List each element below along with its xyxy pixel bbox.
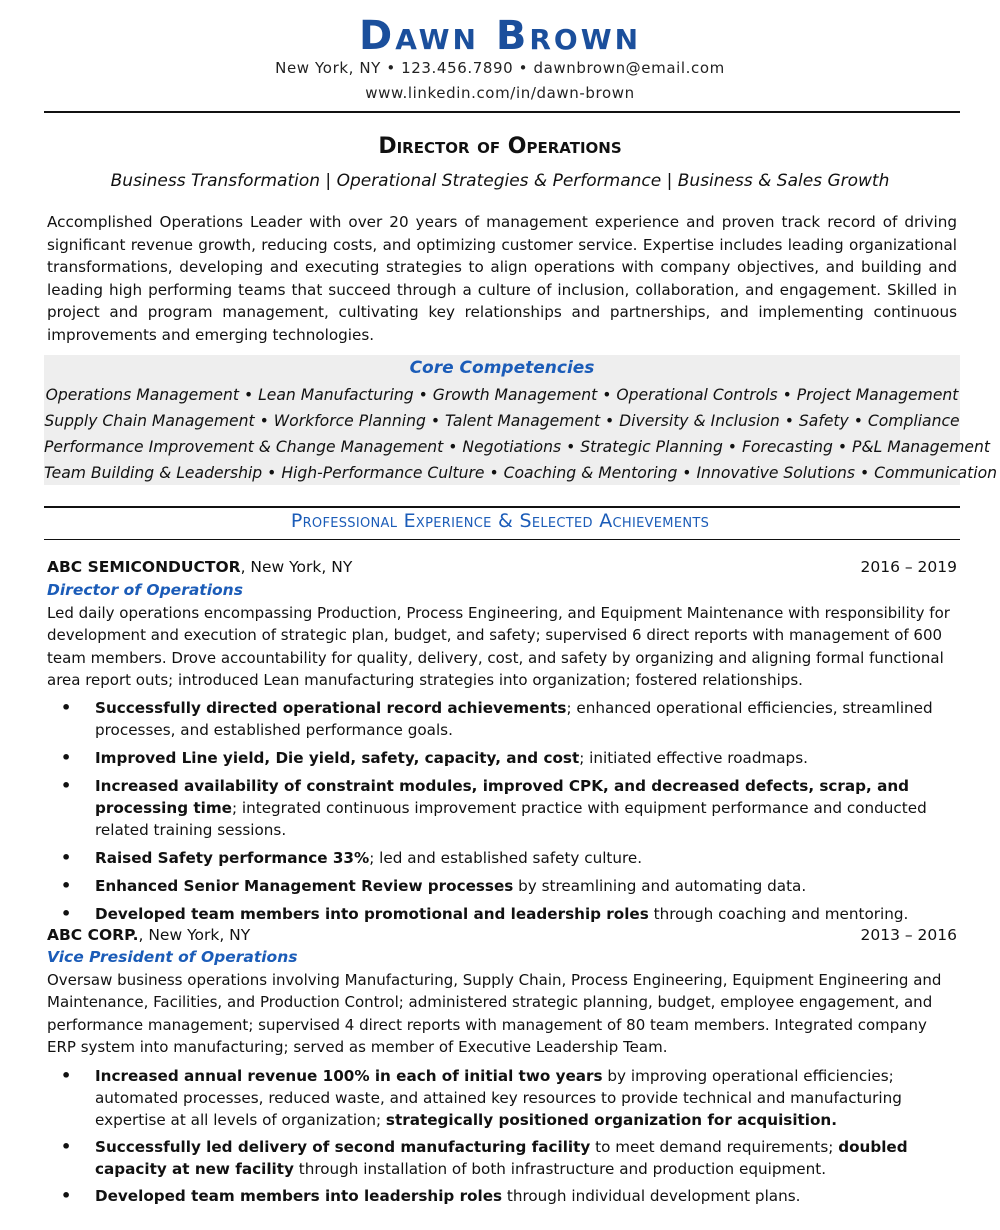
achievement-bold: Successfully led delivery of second manufacturing facility (95, 1138, 591, 1156)
achievement-bold: Improved Line yield, Die yield, safety, capacity, and cost (95, 749, 580, 767)
bullet-icon: • (61, 1066, 72, 1085)
company-location: , New York, NY (240, 558, 353, 576)
core-competencies-box (44, 355, 998, 485)
achievement-text: ; enhanced operational efficiencies, streamlined processes, and established performance goals. (95, 699, 933, 739)
company-name: ABC CORP. (47, 926, 139, 944)
list-item (47, 775, 957, 841)
list-item (47, 747, 957, 769)
headline-subtitle: Business Transformation | Operational Strategies & Performance | Business & Sales Growth (110, 171, 890, 191)
experience-section-title: Professional Experience & Selected Achievements (290, 510, 710, 532)
bullet-icon: • (61, 1137, 72, 1156)
achievement-text: by streamlining and automating data. (513, 877, 807, 895)
list-item (47, 903, 957, 925)
list-item (47, 875, 957, 897)
achievement-bold: Increased annual revenue 100% in each of initial two years (95, 1067, 603, 1085)
achievement-bold: Successfully directed operational record achievements (95, 699, 567, 717)
company-name: ABC SEMICONDUCTOR (47, 558, 241, 576)
company-location: , New York, NY (138, 926, 251, 944)
bullet-icon: • (61, 748, 72, 767)
job-header (47, 558, 957, 576)
achievement-text: to meet demand requirements; (590, 1138, 839, 1156)
list-item (47, 1136, 957, 1180)
job-description: Oversaw business operations involving Manufacturing, Supply Chain, Process Engineering, Equipment Engineering and Maintenance, Facilities, and Production Control; administered strategic planning, budget, employee engagement, and performance management; supervised 4 direct reports with management of 80 team members. Integrated company ERP system into manufacturing; served as member of Executive Leadership Team. (47, 971, 942, 1057)
job-role: Director of Operations (47, 581, 243, 599)
achievement-text: through coaching and mentoring. (648, 905, 909, 923)
achievement-bold: strategically positioned organization for acquisition. (385, 1111, 838, 1129)
section-divider (44, 506, 960, 508)
bullet-icon: • (61, 776, 72, 795)
list-item (47, 1185, 957, 1207)
summary-paragraph: Accomplished Operations Leader with over 20 years of management experience and proven track record of driving significant revenue growth, reducing costs, and optimizing customer service. Expertise includes leading organizational transformations, developing and executing strategies to align operations with company objectives, and building and leading high performing teams that succeed through a culture of inclusion, collaboration, and engagement. Skilled in project and program management, cultivating key relationships and partnerships, and implementing continuous improvements and emerging technologies. (47, 213, 957, 344)
achievement-bold: Developed team members into leadership roles (95, 1187, 503, 1205)
job-header (47, 926, 957, 944)
achievement-list (47, 697, 957, 925)
list-item (47, 697, 957, 741)
list-item (47, 1065, 957, 1131)
competencies-line: Operations Management • Lean Manufacturing • Growth Management • Operational Controls • Project Management (45, 386, 959, 404)
achievement-bold: Developed team members into promotional and leadership roles (95, 905, 649, 923)
achievement-text: ; initiated effective roadmaps. (579, 749, 808, 767)
achievement-bold: doubled capacity at new facility (95, 1138, 908, 1178)
achievement-text: ; led and established safety culture. (369, 849, 643, 867)
achievement-text: ; integrated continuous improvement practice with equipment performance and conducted related training sessions. (95, 799, 927, 839)
achievement-list (47, 1065, 957, 1207)
headline-title: Director of Operations (378, 134, 622, 159)
competencies-line: Supply Chain Management • Workforce Planning • Talent Management • Diversity & Inclusion • Safety • Compliance (44, 412, 960, 430)
contact-line: New York, NY • 123.456.7890 • dawnbrown@email.com (275, 59, 725, 77)
bullet-icon: • (61, 904, 72, 923)
bullet-icon: • (61, 848, 72, 867)
list-item (47, 847, 957, 869)
achievement-text: by improving operational efficiencies; automated processes, reduced waste, and attained key resources to provide technical and manufacturing expertise at all levels of organization; (95, 1067, 902, 1129)
bullet-icon: • (61, 698, 72, 717)
achievement-bold: Raised Safety performance 33% (95, 849, 370, 867)
achievement-bold: Increased availability of constraint modules, improved CPK, and decreased defects, scrap, and processing time (95, 777, 910, 817)
job-description: Led daily operations encompassing Production, Process Engineering, and Equipment Maintenance with responsibility for development and execution of strategic plan, budget, and safety; supervised 6 direct reports with management of 600 team members. Drove accountability for quality, delivery, cost, and safety by organizing and aligning formal functional area report outs; introduced Lean manufacturing strategies into organization; fostered relationships. (47, 604, 950, 690)
job-dates: 2013 – 2016 (860, 926, 957, 944)
bullet-icon: • (61, 876, 72, 895)
achievement-text: through individual development plans. (502, 1187, 801, 1205)
competencies-title: Core Competencies (409, 358, 595, 378)
job-dates: 2016 – 2019 (860, 558, 957, 576)
achievement-bold: Enhanced Senior Management Review processes (95, 877, 514, 895)
competencies-line: Team Building & Leadership • High-Performance Culture • Coaching & Mentoring • Innovative Solutions • Communication (44, 464, 998, 482)
candidate-name: Dawn Brown (358, 13, 642, 59)
section-divider (44, 539, 960, 540)
linkedin-url[interactable]: www.linkedin.com/in/dawn-brown (365, 84, 635, 102)
header-divider (44, 111, 960, 113)
job-role: Vice President of Operations (47, 948, 298, 966)
bullet-icon: • (61, 1186, 72, 1205)
achievement-text: through installation of both infrastructure and production equipment. (293, 1160, 827, 1178)
competencies-line: Performance Improvement & Change Management • Negotiations • Strategic Planning • Forecasting • P&L Management (44, 438, 990, 456)
